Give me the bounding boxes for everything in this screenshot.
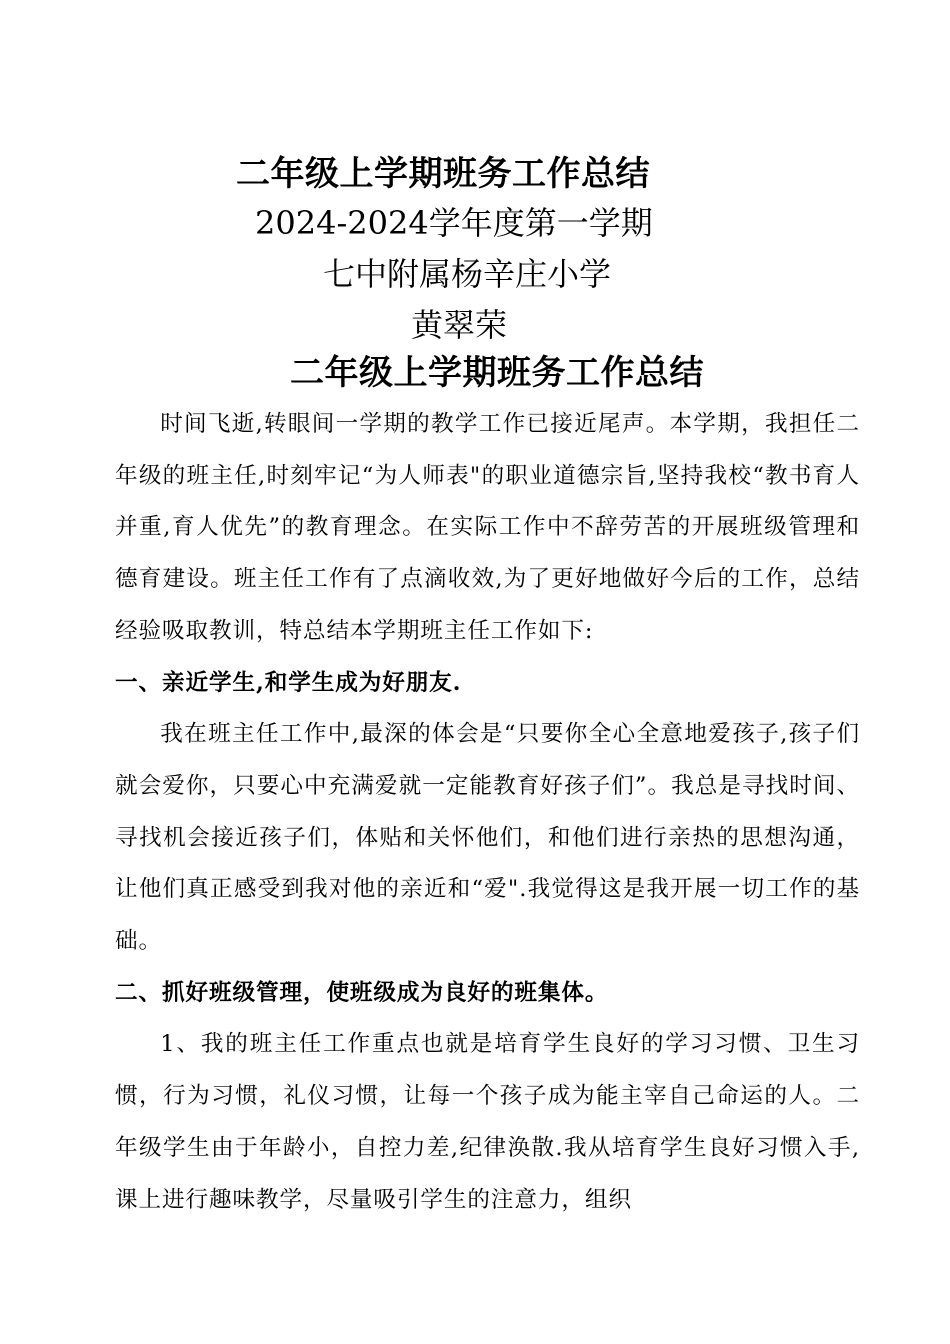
main-title: 二年级上学期班务工作总结 — [290, 353, 704, 393]
section-paragraph-1: 我在班主任工作中,最深的体会是“只要你全心全意地爱孩子,孩子们就会爱你，只要心中充满爱就一定能教育好孩子们”。我总是寻找时间、寻找机会接近孩子们，体贴和关怀他们，和他们进行亲热的思想沟通，让他们真正感受到我对他的亲近和“爱".我觉得这是我开展一切工作的基础。 — [115, 721, 860, 955]
author-name: 黄翠荣 — [411, 306, 508, 344]
section-heading-1: 一、亲近学生,和学生成为好朋友. — [115, 669, 462, 696]
section-heading-2: 二、抓好班级管理，使班级成为良好的班集体。 — [115, 979, 609, 1006]
document-title: 二年级上学期班务工作总结 — [236, 154, 650, 194]
intro-paragraph: 时间飞逝,转眼间一学期的教学工作已接近尾声。本学期，我担任二年级的班主任,时刻牢记“为人师表"的职业道德宗旨,坚持我校“教书育人并重,育人优先”的教育理念。在实际工作中不辞劳苦的开展班级管理和德育建设。班主任工作有了点滴收效,为了更好地做好今后的工作，总结经验吸取教训，特总结本学期班主任工作如下: — [115, 411, 860, 644]
section-paragraph-2: 1、我的班主任工作重点也就是培育学生良好的学习习惯、卫生习惯，行为习惯，礼仪习惯，让每一个孩子成为能主宰自己命运的人。二年级学生由于年龄小，自控力差,纪律涣散.我从培育学生良好习惯入手,课上进行趣味教学，尽量吸引学生的注意力，组织 — [115, 1031, 860, 1213]
term-line: 2024-2024学年度第一学期 — [255, 204, 653, 242]
school-name: 七中附属杨辛庄小学 — [323, 255, 612, 293]
body-text — [115, 399, 860, 1226]
